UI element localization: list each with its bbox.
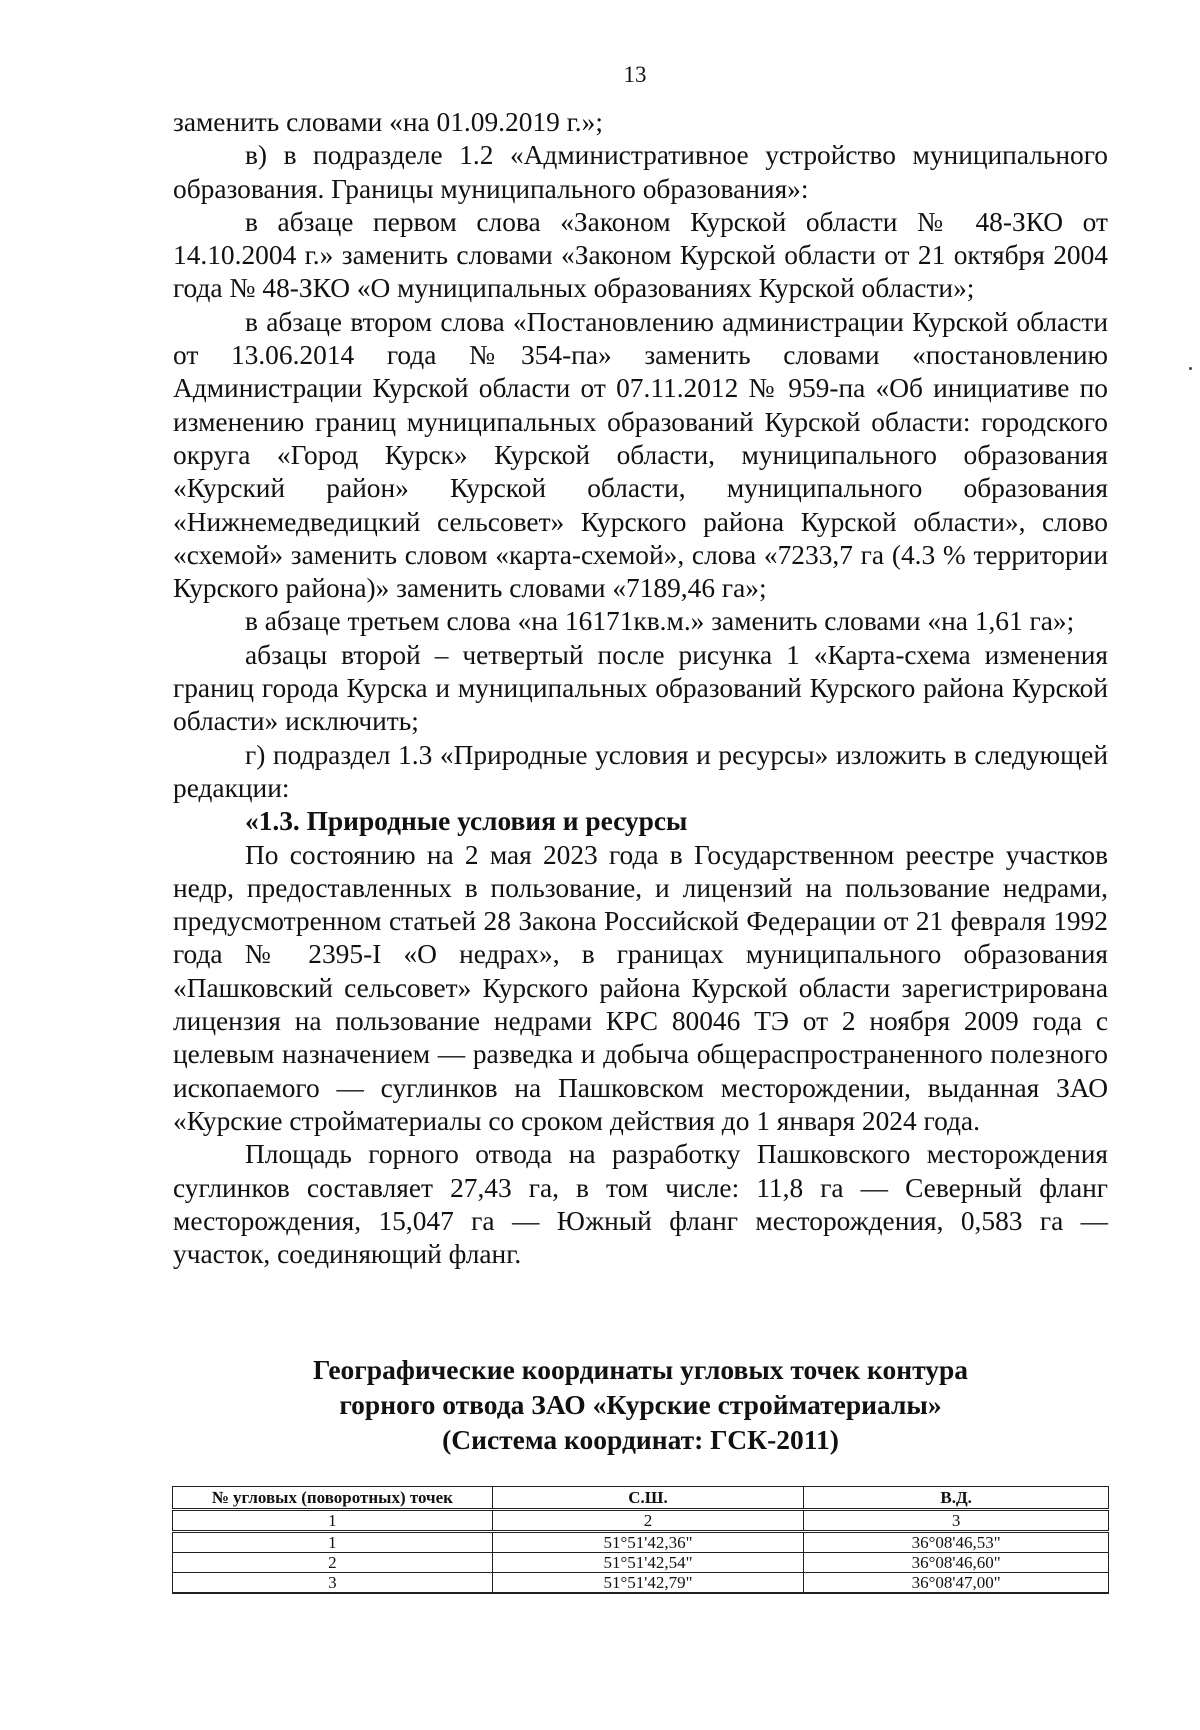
column-number-cell: 1 xyxy=(173,1510,493,1532)
longitude-cell: 36°08'46,53" xyxy=(804,1532,1109,1553)
table-row xyxy=(173,1553,1109,1573)
paragraph: в абзаце втором слова «Постановлению администрации Курской области от 13.06.2014 года №354-па» заменить словами «постановлению Администрации Курской области от 07.11.2012 № 959-па «Об инициативе по изменению границ муниципальных образований Курской области: городского округа «Город Курск» Курской области, муниципального образования «Курский район» Курской области, муниципального образования «Нижнемедведицкий сельсовет» Курского района Курской области», слово «схемой» заменить словом «карта-схемой», слова «7233,7 га (4.3 % территории Курского района)» заменить словами «7189,46 га»; xyxy=(173,306,1108,604)
table-row xyxy=(173,1532,1109,1553)
section-heading: «1.3. Природные условия и ресурсы xyxy=(245,806,688,837)
column-number-cell: 3 xyxy=(804,1510,1109,1532)
table-title-line: Географические координаты угловых точек контура xyxy=(312,1354,969,1385)
header-cell-point-number: № угловых (поворотных) точек xyxy=(173,1487,493,1510)
body-text xyxy=(173,106,1108,1271)
header-cell-latitude: С.Ш. xyxy=(492,1487,804,1510)
longitude-cell: 36°08'47,00" xyxy=(804,1573,1109,1594)
paragraph: г) подраздел 1.3 «Природные условия и ресурсы» изложить в следующей редакции: xyxy=(173,739,1108,803)
latitude-cell: 51°51'42,79" xyxy=(492,1573,804,1594)
latitude-cell: 51°51'42,54" xyxy=(492,1553,804,1573)
paragraph: абзацы второй – четвертый после рисунка 1 «Карта-схема изменения границ города Курска и муниципальных образований Курского района Курской области» исключить; xyxy=(173,639,1108,737)
table-row xyxy=(173,1573,1109,1594)
column-number-cell: 2 xyxy=(492,1510,804,1532)
point-number-cell: 1 xyxy=(173,1532,493,1553)
table-title-line: (Система координат: ГСК-2011) xyxy=(442,1424,839,1455)
paragraph: в) в подразделе 1.2 «Административное устройство муниципального образования. Границы муниципального образования»: xyxy=(173,140,1108,204)
header-cell-longitude: В.Д. xyxy=(804,1487,1109,1510)
table-header-row xyxy=(173,1487,1109,1510)
paragraph: в абзаце третьем слова «на 16171кв.м.» заменить словами «на 1,61 га»; xyxy=(245,606,1075,637)
scan-speck xyxy=(1189,367,1192,370)
longitude-cell: 36°08'46,60" xyxy=(804,1553,1109,1573)
paragraph: заменить словами «на 01.09.2019 г.»; xyxy=(173,107,603,137)
point-number-cell: 2 xyxy=(173,1553,493,1573)
table-title xyxy=(173,1352,1108,1457)
point-number-cell: 3 xyxy=(173,1573,493,1594)
paragraph: Площадь горного отвода на разработку Пашковского месторождения суглинков составляет 27,43 га, в том числе: 11,8 га — Северный фланг месторождения, 15,047 га — Южный фланг месторождения, 0,583 га — участок, соединяющий фланг. xyxy=(173,1139,1108,1270)
table-title-line: горного отвода ЗАО «Курские стройматериалы» xyxy=(339,1389,942,1420)
column-number-row xyxy=(173,1510,1109,1532)
paragraph: в абзаце первом слова «Законом Курской области № 48-ЗКО от 14.10.2004 г.» заменить словами «Законом Курской области от 21 октября 2004 года № 48-ЗКО «О муниципальных образованиях Курской области»; xyxy=(173,206,1108,304)
latitude-cell: 51°51'42,36" xyxy=(492,1532,804,1553)
paragraph: По состоянию на 2 мая 2023 года в Государственном реестре участков недр, предоставленных в пользование, и лицензий на пользование недрами, предусмотренном статьей 28 Закона Российской Федерации от 21 февраля 1992 года № 2395-I «О недрах», в границах муниципального образования «Пашковский сельсовет» Курского района Курской области зарегистрирована лицензия на пользование недрами КРС 80046 ТЭ от 2 ноября 2009 года с целевым назначением — разведка и добыча общераспространенного полезного ископаемого — суглинков на Пашковском месторождении, выданная ЗАО «Курские стройматериалы со сроком действия до 1 января 2024 года. xyxy=(173,839,1108,1136)
coordinates-table xyxy=(172,1486,1109,1594)
page-number: 13 xyxy=(623,62,647,87)
